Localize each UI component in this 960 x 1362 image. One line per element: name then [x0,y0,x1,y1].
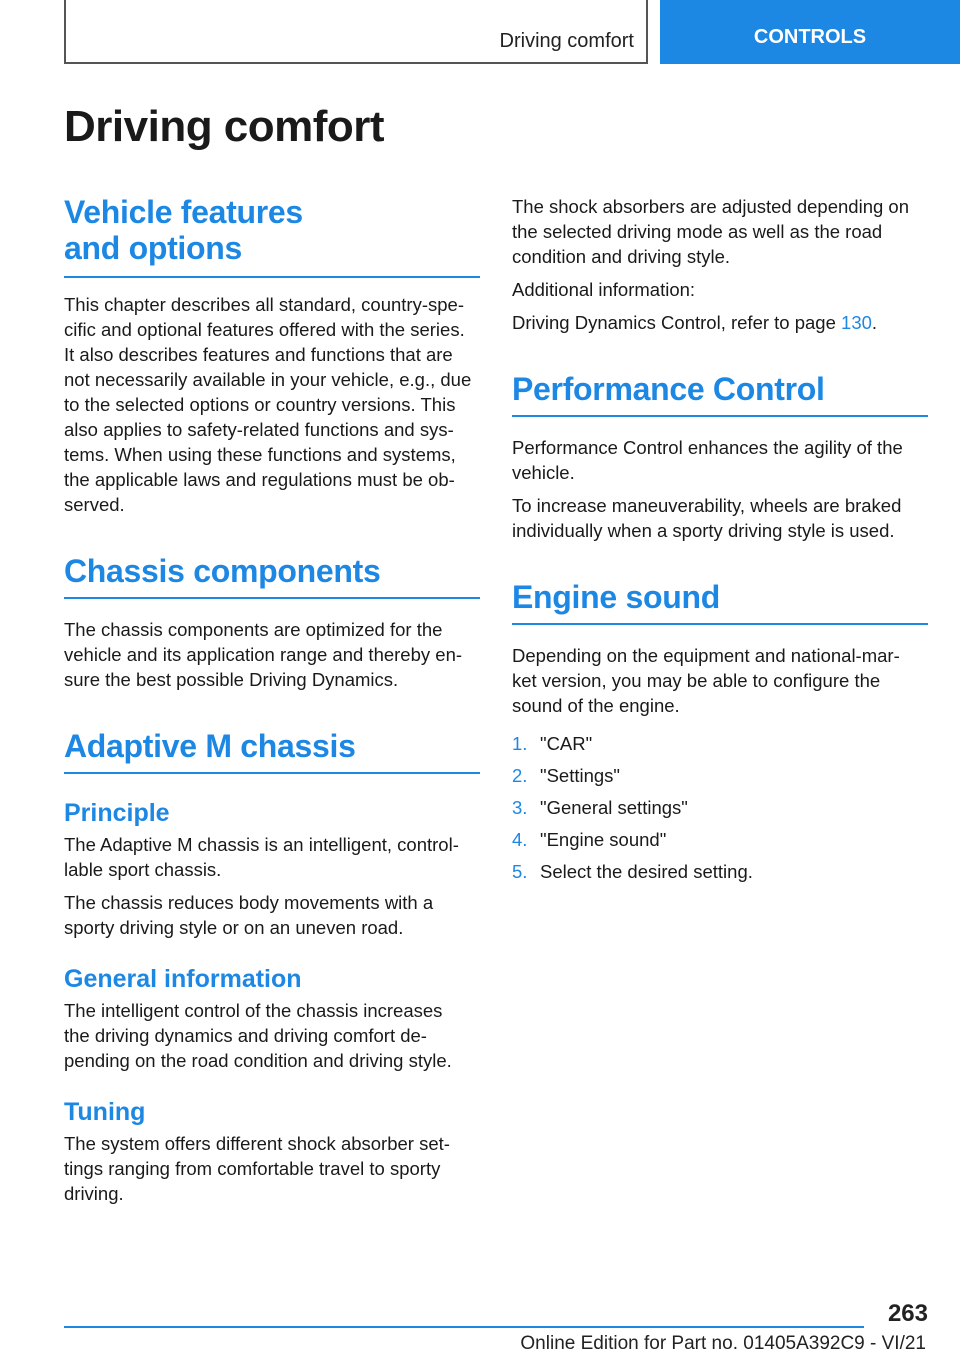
paragraph-engine-sound [512,643,928,718]
reference-line [512,310,928,335]
list-text: "Engine sound" [540,829,667,850]
text-line: It also describes features and functions that are [64,344,453,365]
text-line: tems. When using these functions and systems, [64,444,456,465]
right-column [512,194,928,888]
list-item [512,792,928,824]
text-line: sure the best possible Driving Dynamics. [64,669,399,690]
heading-rule [64,266,480,278]
text-line: not necessarily available in your vehicle, e.g., due [64,369,472,390]
list-number: 3. [512,797,528,818]
text-line: condition and driving style. [512,246,731,267]
text-line: The system offers different shock absorber set‐ [64,1133,450,1154]
heading-chassis-components: Chassis components [64,553,480,599]
text-line: The shock absorbers are adjusted depending on [512,196,909,217]
reference-period: . [871,312,878,333]
header-controls-tab[interactable]: CONTROLS [660,0,960,64]
additional-information-label: Additional information: [512,279,696,300]
list-number: 2. [512,765,528,786]
list-number: 4. [512,829,528,850]
heading-adaptive-m-chassis: Adaptive M chassis [64,728,480,774]
paragraph-general-information [64,998,480,1073]
list-number: 1. [512,733,528,754]
text-line: the driving dynamics and driving comfort de‐ [64,1025,427,1046]
paragraph-chassis-components [64,617,480,692]
paragraph-performance-control [512,435,928,543]
page-number: 263 [887,1300,928,1327]
paragraph-vehicle-features [64,292,480,517]
list-text: "Settings" [540,765,620,786]
text-line: tings ranging from comfortable travel to sporty [64,1158,441,1179]
text-line: also applies to safety-related functions and sys‐ [64,419,454,440]
text-line: sound of the engine. [512,695,680,716]
text-line: Depending on the equipment and national-mar‐ [512,645,900,666]
heading-general-information: General information [64,965,302,993]
list-item [512,728,928,760]
text-line: Performance Control enhances the agility of the [512,437,903,458]
footer-rule [64,1326,864,1328]
heading-principle: Principle [64,799,170,827]
text-line: sporty driving style or on an uneven road. [64,917,404,938]
text-line: vehicle and its application range and thereby en‐ [64,644,463,665]
paragraph-shock-absorbers [512,194,928,269]
text-line: driving. [64,1183,124,1204]
text-line: to the selected options or country versions. This [64,394,456,415]
text-line: ket version, you may be able to configure the [512,670,881,691]
list-text: "General settings" [540,797,688,818]
text-line: The Adaptive M chassis is an intelligent, control‐ [64,834,459,855]
heading-engine-sound: Engine sound [512,579,928,625]
text-line: the selected driving mode as well as the road [512,221,883,242]
steps-list [512,728,928,888]
page-reference-link[interactable]: 130 [841,312,872,333]
heading-tuning: Tuning [64,1098,146,1126]
text-line: individually when a sporty driving style is used. [512,520,895,541]
text-line: vehicle. [512,462,575,483]
text-line: The intelligent control of the chassis increases [64,1000,443,1021]
list-text: "CAR" [540,733,593,754]
page-title: Driving comfort [64,102,385,151]
list-text: Select the desired setting. [540,861,753,882]
left-column [64,194,480,1206]
text-line: The chassis components are optimized for the [64,619,443,640]
heading-performance-control: Performance Control [512,371,928,417]
text-line: served. [64,494,125,515]
list-number: 5. [512,861,528,882]
heading-vehicle-features: Vehicle features and options [64,194,303,266]
text-line: the applicable laws and regulations must be ob‐ [64,469,455,490]
list-item [512,760,928,792]
text-line: This chapter describes all standard, country-spe‐ [64,294,464,315]
text-line: cific and optional features offered with the series. [64,319,465,340]
text-line: lable sport chassis. [64,859,222,880]
reference-text: Driving Dynamics Control, refer to page [512,312,842,333]
list-item [512,824,928,856]
text-line: To increase maneuverability, wheels are braked [512,495,902,516]
paragraph-tuning [64,1131,480,1206]
header-section-title: Driving comfort [499,30,634,52]
footer-edition-text: Online Edition for Part no. 01405A392C9 - VI/21 [520,1333,926,1354]
paragraph-principle [64,832,480,940]
text-line: pending on the road condition and driving style. [64,1050,452,1071]
list-item [512,856,928,888]
text-line: The chassis reduces body movements with a [64,892,434,913]
